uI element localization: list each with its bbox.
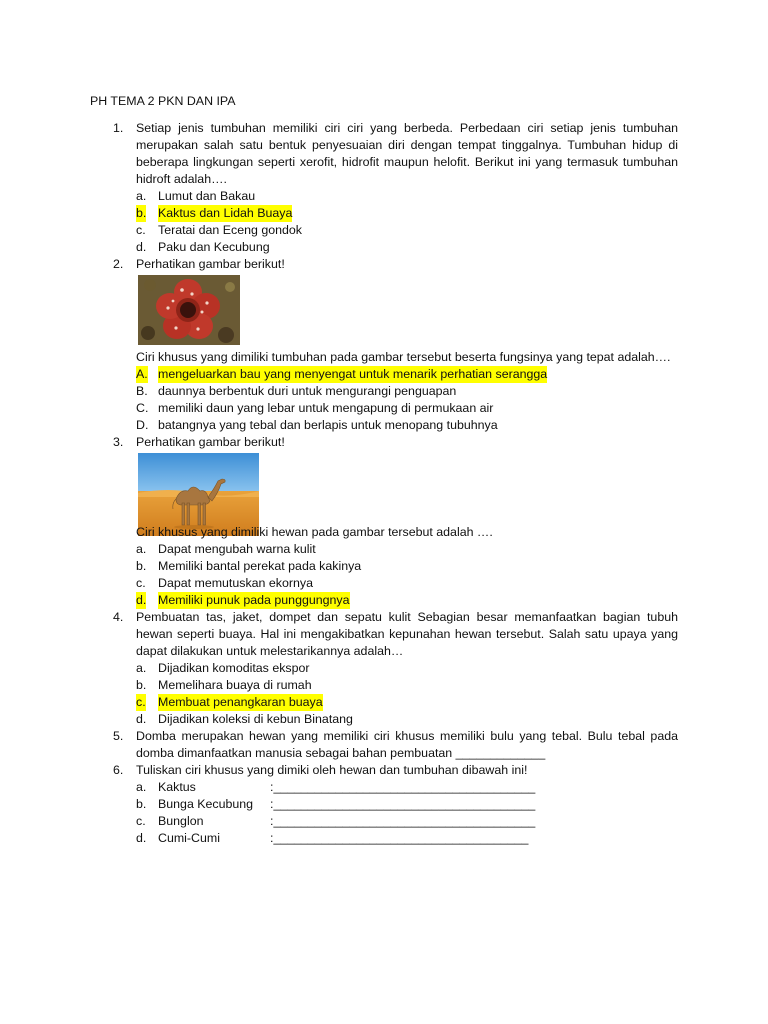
option-text: memiliki daun yang lebar untuk mengapung di permukaan air bbox=[158, 401, 494, 415]
question-number: 3. bbox=[113, 435, 124, 449]
option-b-highlighted bbox=[136, 205, 678, 222]
option-letter: d. bbox=[136, 240, 147, 254]
fill-label: Bunga Kecubung bbox=[158, 797, 254, 811]
option-c bbox=[136, 575, 678, 592]
option-letter: D. bbox=[136, 418, 149, 432]
option-b bbox=[136, 383, 678, 400]
option-text: Lumut dan Bakau bbox=[158, 189, 256, 203]
option-letter: d. bbox=[136, 712, 147, 726]
fill-letter: b. bbox=[136, 797, 147, 811]
option-d bbox=[136, 417, 678, 434]
question-number: 2. bbox=[113, 257, 124, 271]
option-a bbox=[136, 188, 678, 205]
fill-letter: a. bbox=[136, 780, 147, 794]
fill-letter: d. bbox=[136, 831, 147, 845]
question-number: 1. bbox=[113, 121, 124, 135]
option-list bbox=[136, 188, 678, 256]
option-text: mengeluarkan bau yang menyengat untuk menarik perhatian serangga bbox=[158, 367, 548, 381]
option-letter: a. bbox=[136, 189, 147, 203]
option-letter: b. bbox=[136, 206, 147, 220]
option-text: Teratai dan Eceng gondok bbox=[158, 223, 302, 237]
option-c bbox=[136, 222, 678, 239]
answer-blank[interactable]: :______________________________________ bbox=[270, 814, 536, 828]
question-list bbox=[113, 120, 678, 847]
option-letter: a. bbox=[136, 542, 147, 556]
option-list bbox=[136, 366, 678, 434]
answer-blank[interactable]: :______________________________________ bbox=[270, 797, 536, 811]
option-text: Kaktus dan Lidah Buaya bbox=[158, 206, 293, 220]
option-c bbox=[136, 400, 678, 417]
question-number: 5. bbox=[113, 729, 124, 743]
question-text: Setiap jenis tumbuhan memiliki ciri ciri yang berbeda. Perbedaan ciri setiap jenis tumbuhan merupakan salah satu bentuk penyesuaian diri dengan tempat tinggalnya. Tumbuhan hidup di beberapa lingkungan seperti xerofit, hidrofit maupun helofit. Berikut ini yang termasuk tumbuhan hidroft adalah…. bbox=[136, 121, 678, 186]
question-text: Perhatikan gambar berikut! bbox=[136, 257, 285, 271]
fill-label: Cumi-Cumi bbox=[158, 831, 220, 845]
option-a bbox=[136, 660, 678, 677]
option-list bbox=[136, 541, 678, 609]
option-text: Dijadikan koleksi di kebun Binatang bbox=[158, 712, 353, 726]
question-6 bbox=[113, 762, 678, 847]
question-5 bbox=[113, 728, 678, 762]
option-a-highlighted bbox=[136, 366, 678, 383]
question-text: Domba merupakan hewan yang memiliki ciri khusus memiliki bulu yang tebal. Bulu tebal pada domba dimanfaatkan manusia sebagai bahan pembuatan _____________ bbox=[136, 729, 678, 760]
rafflesia-flower-illustration bbox=[138, 275, 240, 345]
question-text: Pembuatan tas, jaket, dompet dan sepatu kulit Sebagian besar memanfaatkan bagian tubuh hewan seperti buaya. Hal ini mengakibatkan kepunahan hewan tersebut. Salah satu upaya yang dapat dilakukan untuk melestarikannya adalah… bbox=[136, 610, 678, 658]
option-letter: B. bbox=[136, 384, 148, 398]
option-text: batangnya yang tebal dan berlapis untuk menopang tubuhnya bbox=[158, 418, 498, 432]
question-text: Perhatikan gambar berikut! bbox=[136, 435, 285, 449]
option-d-highlighted bbox=[136, 592, 678, 609]
fill-row-b bbox=[136, 796, 678, 813]
option-text: Dijadikan komoditas ekspor bbox=[158, 661, 310, 675]
option-letter: c. bbox=[136, 223, 146, 237]
document-title: PH TEMA 2 PKN DAN IPA bbox=[90, 94, 236, 108]
option-b bbox=[136, 558, 678, 575]
fill-row-a bbox=[136, 779, 678, 796]
option-text: Membuat penangkaran buaya bbox=[158, 695, 323, 709]
question-4 bbox=[113, 609, 678, 728]
option-d bbox=[136, 711, 678, 728]
rafflesia-flower-image bbox=[138, 275, 240, 345]
option-list bbox=[136, 660, 678, 728]
option-a bbox=[136, 541, 678, 558]
question-1 bbox=[113, 120, 678, 256]
option-letter: b. bbox=[136, 678, 147, 692]
option-text: Dapat mengubah warna kulit bbox=[158, 542, 316, 556]
option-d bbox=[136, 239, 678, 256]
option-letter: c. bbox=[136, 695, 146, 709]
fill-letter: c. bbox=[136, 814, 146, 828]
option-text: Memelihara buaya di rumah bbox=[158, 678, 312, 692]
option-letter: c. bbox=[136, 576, 146, 590]
option-text: Memiliki bantal perekat pada kakinya bbox=[158, 559, 362, 573]
fill-row-d bbox=[136, 830, 678, 847]
option-letter: a. bbox=[136, 661, 147, 675]
fill-label: Kaktus bbox=[158, 780, 196, 794]
question-number: 6. bbox=[113, 763, 124, 777]
option-c-highlighted bbox=[136, 694, 678, 711]
question-number: 4. bbox=[113, 610, 124, 624]
fill-in-list bbox=[136, 779, 678, 847]
answer-blank[interactable]: :_____________________________________ bbox=[270, 831, 529, 845]
option-text: Dapat memutuskan ekornya bbox=[158, 576, 313, 590]
option-letter: b. bbox=[136, 559, 147, 573]
option-letter: A. bbox=[136, 367, 148, 381]
fill-label: Bunglon bbox=[158, 814, 204, 828]
option-text: Memiliki punuk pada punggungnya bbox=[158, 593, 350, 607]
option-letter: C. bbox=[136, 401, 149, 415]
option-letter: d. bbox=[136, 593, 147, 607]
question-prompt: Ciri khusus yang dimiliki tumbuhan pada gambar tersebut beserta fungsinya yang tepat adalah…. bbox=[136, 350, 671, 364]
fill-row-c bbox=[136, 813, 678, 830]
question-text: Tuliskan ciri khusus yang dimiki oleh hewan dan tumbuhan dibawah ini! bbox=[136, 763, 528, 777]
option-text: Paku dan Kecubung bbox=[158, 240, 270, 254]
question-prompt: Ciri khusus yang dimiliki hewan pada gambar tersebut adalah …. bbox=[136, 525, 493, 539]
option-b bbox=[136, 677, 678, 694]
question-2 bbox=[113, 256, 678, 434]
option-text: daunnya berbentuk duri untuk mengurangi penguapan bbox=[158, 384, 457, 398]
answer-blank[interactable]: :______________________________________ bbox=[270, 780, 536, 794]
question-3 bbox=[113, 434, 678, 609]
